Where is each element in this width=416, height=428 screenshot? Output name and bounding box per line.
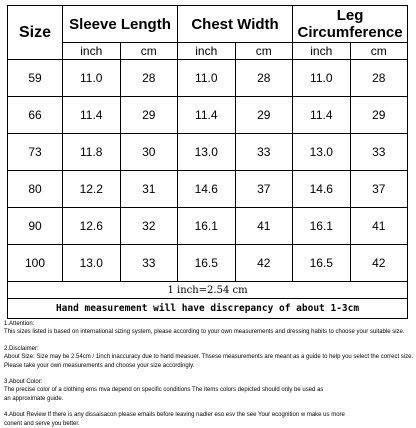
table-cell: 28 (235, 60, 293, 97)
table-row (8, 134, 408, 171)
measurement-row (8, 299, 408, 319)
header-chest-width: Chest Width (178, 6, 293, 43)
header-row (8, 6, 408, 43)
note-text: conent and serve you better. (4, 420, 80, 427)
note-heading: 2.Disclaimer: (4, 345, 39, 352)
table-row (8, 171, 408, 208)
table-cell: 29 (350, 97, 408, 134)
header-size: Size (8, 6, 63, 60)
table-cell: 14.6 (178, 171, 236, 208)
size-cell: 90 (8, 208, 63, 245)
table-cell: 16.5 (178, 245, 236, 282)
table-row (8, 97, 408, 134)
note-heading: 3.About Color: (4, 379, 43, 386)
table-cell: 41 (350, 208, 408, 245)
table-cell: 13.0 (178, 134, 236, 171)
unit-inch: inch (178, 43, 236, 60)
size-cell: 59 (8, 60, 63, 97)
table-cell: 33 (235, 134, 293, 171)
table-cell: 12.6 (63, 208, 121, 245)
table-cell: 37 (235, 171, 293, 208)
table-cell: 28 (350, 60, 408, 97)
table-cell: 33 (350, 134, 408, 171)
note-spacer (4, 370, 414, 378)
table-cell: 28 (120, 60, 178, 97)
table-cell: 11.8 (63, 134, 121, 171)
table-cell: 11.0 (293, 60, 351, 97)
table-cell: 29 (235, 97, 293, 134)
table-cell: 14.6 (293, 171, 351, 208)
table-row (8, 208, 408, 245)
table-cell: 30 (120, 134, 178, 171)
table-cell: 13.0 (63, 245, 121, 282)
table-cell: 32 (120, 208, 178, 245)
size-cell: 73 (8, 134, 63, 171)
table-cell: 42 (235, 245, 293, 282)
conversion-note: 1 inch=2.54 cm (8, 282, 408, 299)
note-spacer (4, 403, 414, 411)
size-cell: 100 (8, 245, 63, 282)
size-chart-table (7, 5, 408, 319)
table-cell: 12.2 (63, 171, 121, 208)
table-cell: 16.1 (293, 208, 351, 245)
note-text: About Size: Size may be 2.54cm / 1inch inaccuracy due to hand measuer. Thsese measurements are meant as a guide to help you select the correct size. (4, 354, 414, 361)
table-cell: 16.1 (178, 208, 236, 245)
note-text: The precise color of a clothing ems mva depend on specific conditions The items colors depicted should only be used as (4, 387, 324, 394)
table-cell: 13.0 (293, 134, 351, 171)
table-row (8, 60, 408, 97)
unit-cm: cm (235, 43, 293, 60)
unit-row (8, 43, 408, 60)
header-sleeve-length: Sleeve Length (63, 6, 178, 43)
unit-inch: inch (63, 43, 121, 60)
unit-cm: cm (350, 43, 408, 60)
table-cell: 37 (350, 171, 408, 208)
conversion-row (8, 282, 408, 299)
notes-section (4, 320, 414, 428)
table-row (8, 245, 408, 282)
note-text: an approximate guide. (4, 395, 64, 402)
table-cell: 11.4 (63, 97, 121, 134)
header-leg-circumference: Leg Circumference (293, 6, 408, 43)
table-cell: 31 (120, 171, 178, 208)
size-cell: 66 (8, 97, 63, 134)
table-cell: 11.0 (63, 60, 121, 97)
table-cell: 33 (120, 245, 178, 282)
size-cell: 80 (8, 171, 63, 208)
measurement-note: Hand measurement will have discrepancy of about 1-3cm (8, 299, 408, 319)
table-cell: 11.4 (178, 97, 236, 134)
unit-inch: inch (293, 43, 351, 60)
note-spacer (4, 337, 414, 345)
unit-cm: cm (120, 43, 178, 60)
table-cell: 42 (350, 245, 408, 282)
table-cell: 41 (235, 208, 293, 245)
note-text: 4.About Review If there is any dissaisacon please emails before leaving nadler eso esv the see Your ecognition w make us more (4, 412, 345, 419)
note-heading: 1.Attention: (4, 321, 35, 327)
table-cell: 11.4 (293, 97, 351, 134)
note-text: This sizes listed is based on international sizing system, please according to your own measurements and dressing habits to choose your suitable size. (4, 329, 405, 336)
table-cell: 16.5 (293, 245, 351, 282)
note-text: Please take your own measurements and choose your size accordingly. (4, 362, 195, 369)
table-cell: 11.0 (178, 60, 236, 97)
table-cell: 29 (120, 97, 178, 134)
